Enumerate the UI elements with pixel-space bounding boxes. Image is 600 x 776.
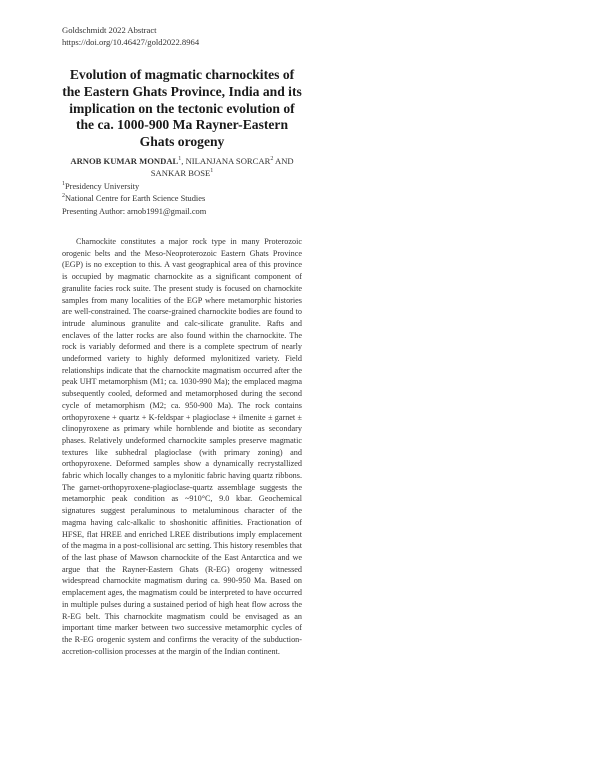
page-header <box>62 25 199 48</box>
author-list <box>62 155 302 179</box>
author-name: AND SANKAR BOSE <box>150 156 294 178</box>
affiliations <box>62 181 206 218</box>
paper-title: Evolution of magmatic charnockites of the Eastern Ghats Province, India and its implication on the tectonic evolution of the ca. 1000-900 Ma Rayner-Eastern Ghats orogeny <box>62 67 302 150</box>
author-name: , NILANJANA SORCAR <box>181 156 271 166</box>
author-name: ARNOB KUMAR MONDAL <box>70 156 179 166</box>
author-affiliation-mark: 2 <box>270 156 274 163</box>
affiliation-item: $^1$Presidency University <box>62 181 140 191</box>
author-affiliation-mark: 1 <box>210 168 214 175</box>
conference-label: Goldschmidt 2022 Abstract <box>62 25 157 35</box>
doi-link[interactable]: https://doi.org/10.46427/gold2022.8964 <box>62 36 200 47</box>
author-affiliation-mark: 1 <box>178 156 182 163</box>
abstract-body: Charnockite constitutes a major rock type in many Proterozoic orogenic belts and the Meso-Neoproterozoic Eastern Ghats Province (EGP) is no exception to this. A vast geographical area of this province is occupied by magmatic charnockite as a significant component of granulite facies rock suite. The present study is focused on charnockite samples from many localities of the EGP where metamorphic histories are well-constrained. The coarse-grained charnockite bodies are found to intrude aluminous granulite and calc-silicate granulite. Rafts and enclaves of the latter rocks are also found within the charnockite. The rock is variably deformed and there is a complete spectrum of nearly undeformed variety to highly deformed mylonitized variety. Field relationships indicate that the charnockite magmatism occurred after the peak UHT metamorphism (M1; ca. 1030-990 Ma); the emplaced magma subsequently cooled, deformed and metamorphosed during the second cycle of metamorphism (M2; ca. 950-900 Ma). The rock contains orthopyroxene + quartz + K-feldspar + plagioclase + ilmenite ± garnet ± clinopyroxene as primary while hornblende and biotite as secondary phases. Relatively undeformed charnockite samples preserve magmatic textures like subhedral plagioclase (with primary zoning) and orthopyroxene. Deformed samples show a dynamically recrystallized fabric which locally changes to a mylonitic fabric having quartz ribbons. The garnet-orthopyroxene-plagioclase-quartz assemblage suggests the metamorphic peak condition as ~910°C, 9.0 kbar. Geochemical signatures suggest peraluminous to metaluminous character of the magma having calc-alkalic to shoshonitic affinities. Fractionation of HFSE, flat HREE and enriched LREE distributions imply emplacement of the magma in a post-collisional arc setting. This history resembles that of the last phase of Mawson charnockite of the East Antarctica and we argue that the Rayner-Eastern Ghats (R-EG) orogeny witnessed widespread charnockite magmatism during ca. 990-950 Ma. Based on emplacement ages, the magmatism could be interpreted to have occurred in multiple pulses during a sustained period of high heat flow across the R-EG belt. This charnockite magmatism could be envisaged as an important time marker between two successive metamorphic cycles of the R-EG orogenic system and confirms the veracity of the subduction-accretion-collision processes at the margin of the Indian continent. <box>62 237 302 656</box>
affiliation-item: $^2$National Centre for Earth Science Studies <box>62 193 206 204</box>
presenting-author: Presenting Author: arnob1991@gmail.com <box>62 206 207 216</box>
